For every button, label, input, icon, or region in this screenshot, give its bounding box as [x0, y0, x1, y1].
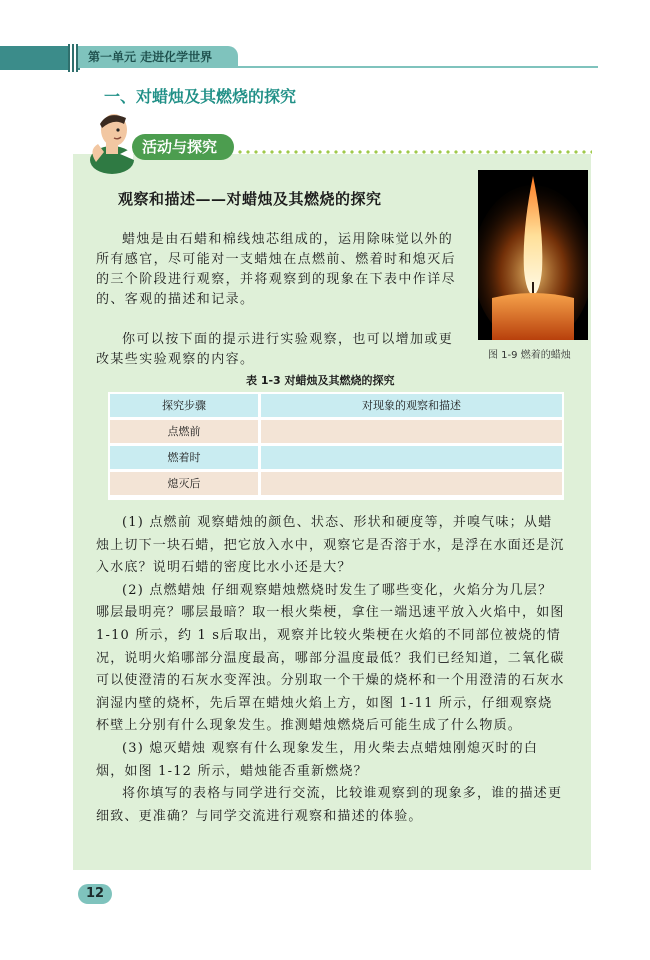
activity-banner: 活动与探究: [132, 134, 234, 160]
observation-table: [108, 392, 564, 500]
step-3-paragraph: (3) 熄灭蜡烛 观察有什么现象发生，用火柴去点蜡烛刚熄灭时的白烟，如图 1-12 所示，蜡烛能否重新燃烧？: [96, 740, 539, 779]
table-header-row: [108, 394, 564, 417]
table-row: [108, 472, 564, 495]
table-row: [108, 446, 564, 469]
page-number: 12: [78, 884, 112, 904]
candle-flame-photo: [478, 170, 588, 340]
intro-paragraph: 蜡烛是由石蜡和棉线烛芯组成的，运用除味觉以外的所有感官，尽可能对一支蜡烛在点燃前、燃着时和熄灭后的三个阶段进行观察，并将观察到的现象在下表中作详尽的、客观的描述和记录。: [96, 232, 457, 307]
table-header-step: 探究步骤: [110, 394, 258, 417]
table-cell-observation[interactable]: [261, 420, 562, 443]
instructions-text: [96, 512, 566, 828]
banner-dotted-line: [236, 150, 592, 154]
table-cell-step: 燃着时: [110, 446, 258, 469]
header-stripes: [68, 44, 78, 72]
table-cell-observation[interactable]: [261, 446, 562, 469]
step-1-paragraph: (1) 点燃前 观察蜡烛的颜色、状态、形状和硬度等，并嗅气味；从蜡烛上切下一块石蜡，把它放入水中，观察它是否溶于水，是浮在水面还是沉入水底？说明石蜡的密度比水小还是大？: [96, 515, 565, 576]
figure-caption: 图 1-9 燃着的蜡烛: [488, 350, 571, 361]
header-rule: [238, 66, 598, 68]
student-illustration-icon: [84, 104, 144, 174]
summary-paragraph: 将你填写的表格与同学进行交流，比较谁观察到的现象多，谁的描述更细致、更准确？与同学交流进行观察和描述的体验。: [96, 786, 563, 824]
activity-title: 观察和描述——对蜡烛及其燃烧的探究: [118, 190, 382, 208]
unit-label: 第一单元 走进化学世界: [78, 46, 238, 68]
section-title: 一、对蜡烛及其燃烧的探究: [104, 87, 297, 106]
table-row: [108, 420, 564, 443]
table-caption: 表 1-3 对蜡烛及其燃烧的探究: [246, 374, 395, 387]
table-cell-observation[interactable]: [261, 472, 562, 495]
table-cell-step: 熄灭后: [110, 472, 258, 495]
table-cell-step: 点燃前: [110, 420, 258, 443]
table-header-observation: 对现象的观察和描述: [261, 394, 562, 417]
intro-paragraph-2: 你可以按下面的提示进行实验观察，也可以增加或更改某些实验观察的内容。: [96, 332, 454, 367]
step-2-paragraph: (2) 点燃蜡烛 仔细观察蜡烛燃烧时发生了哪些变化，火焰分为几层？哪层最明亮？哪层最暗？取一根火柴梗，拿住一端迅速平放入火焰中，如图 1-10 所示，约 1 s后取出，观察并比较火柴梗在火焰的不同部位被烧的情况，说明火焰哪部分温度最高，哪部分温度最低？我们已经知道，二氧化碳可以使澄清的石灰水变浑浊。分别取一个干燥的烧杯和一个用澄清的石灰水润湿内壁的烧杯，先后罩在蜡烛火焰上方，如图 1-11 所示，仔细观察烧杯壁上分别有什么现象发生。推测蜡烛燃烧后可能生成了什么物质。: [96, 582, 565, 734]
